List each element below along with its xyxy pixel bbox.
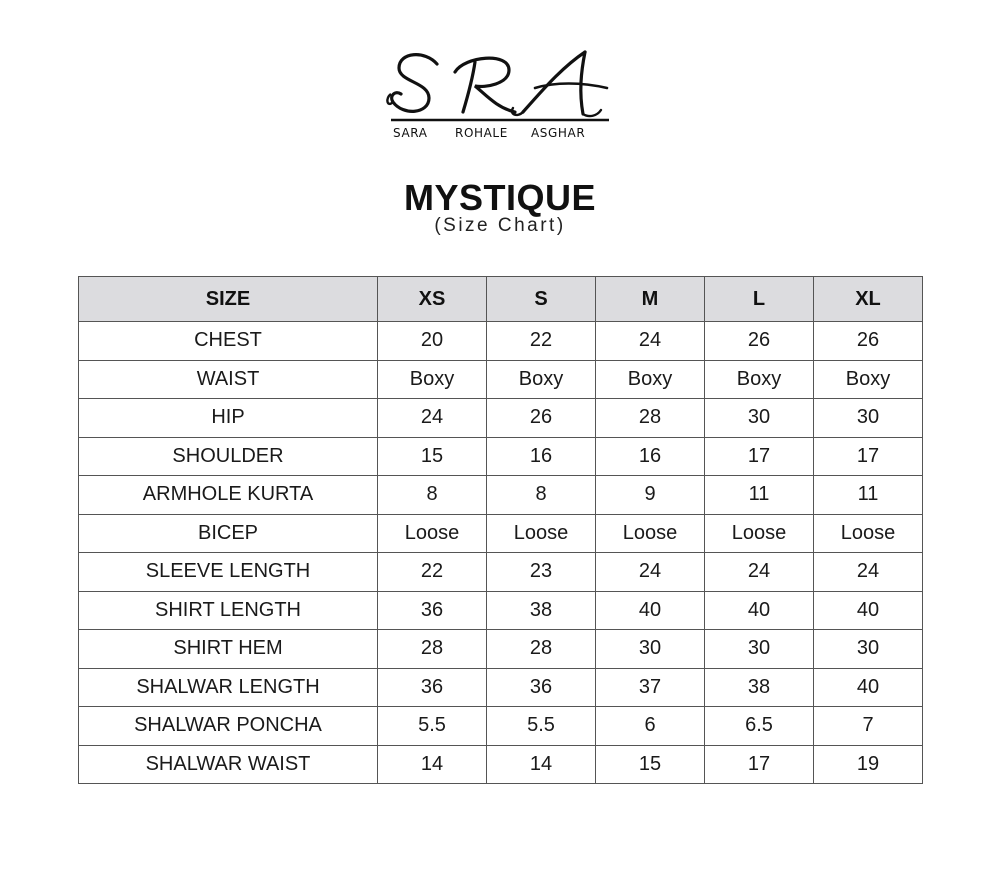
table-row [79, 476, 923, 515]
table-cell: 40 [814, 668, 923, 707]
header-size-l: L [705, 277, 814, 322]
table-cell: 5.5 [378, 707, 487, 746]
table-cell: Loose [487, 514, 596, 553]
table-cell: Loose [814, 514, 923, 553]
table-cell: Boxy [487, 360, 596, 399]
table-cell: 37 [596, 668, 705, 707]
table-cell: 30 [705, 399, 814, 438]
table-cell: 6.5 [705, 707, 814, 746]
table-row [79, 745, 923, 784]
table-cell: 14 [378, 745, 487, 784]
table-cell: 19 [814, 745, 923, 784]
table-cell: 36 [378, 591, 487, 630]
table-row [79, 707, 923, 746]
row-label: SHIRT HEM [79, 630, 378, 669]
table-row [79, 514, 923, 553]
table-cell: 36 [487, 668, 596, 707]
table-row [79, 322, 923, 361]
svg-text:ROHALE: ROHALE [455, 126, 508, 140]
table-cell: 16 [596, 437, 705, 476]
page-title: MYSTIQUE [403, 177, 596, 218]
table-cell: 9 [596, 476, 705, 515]
row-label: BICEP [79, 514, 378, 553]
table-cell: Loose [705, 514, 814, 553]
table-cell: 26 [705, 322, 814, 361]
size-chart-table [78, 276, 923, 784]
row-label: CHEST [79, 322, 378, 361]
table-cell: 24 [596, 553, 705, 592]
table-row [79, 399, 923, 438]
table-cell: 30 [814, 630, 923, 669]
table-cell: 6 [596, 707, 705, 746]
table-cell: 8 [378, 476, 487, 515]
table-cell: 24 [378, 399, 487, 438]
row-label: SHALWAR LENGTH [79, 668, 378, 707]
table-cell: 22 [378, 553, 487, 592]
row-label: SHALWAR WAIST [79, 745, 378, 784]
header-size-m: M [596, 277, 705, 322]
table-header-row [79, 277, 923, 322]
table-row [79, 553, 923, 592]
header-size-xl: XL [814, 277, 923, 322]
table-cell: Boxy [378, 360, 487, 399]
sra-logo-icon [385, 42, 615, 146]
table-row [79, 437, 923, 476]
table-cell: 28 [378, 630, 487, 669]
table-cell: 11 [705, 476, 814, 515]
page-subtitle: (Size Chart) [434, 215, 566, 236]
table-cell: 28 [596, 399, 705, 438]
table-cell: 14 [487, 745, 596, 784]
svg-text:ASGHAR: ASGHAR [531, 126, 586, 140]
row-label: HIP [79, 399, 378, 438]
table-cell: 24 [596, 322, 705, 361]
row-label: SLEEVE LENGTH [79, 553, 378, 592]
row-label: SHIRT LENGTH [79, 591, 378, 630]
table-cell: 23 [487, 553, 596, 592]
table-cell: 38 [705, 668, 814, 707]
table-cell: 17 [705, 745, 814, 784]
table-cell: 17 [705, 437, 814, 476]
table-cell: 36 [378, 668, 487, 707]
svg-text:SARA: SARA [393, 126, 428, 140]
table-cell: 20 [378, 322, 487, 361]
table-row [79, 360, 923, 399]
brand-logo [385, 42, 615, 146]
table-cell: Boxy [596, 360, 705, 399]
table-cell: 38 [487, 591, 596, 630]
table-cell: 15 [378, 437, 487, 476]
header-size-s: S [487, 277, 596, 322]
table-cell: 16 [487, 437, 596, 476]
table-cell: 24 [705, 553, 814, 592]
header-size-label: SIZE [79, 277, 378, 322]
table-cell: 26 [487, 399, 596, 438]
row-label: SHALWAR PONCHA [79, 707, 378, 746]
table-cell: 15 [596, 745, 705, 784]
table-cell: 5.5 [487, 707, 596, 746]
table-row [79, 630, 923, 669]
table-cell: Boxy [814, 360, 923, 399]
table-cell: Loose [378, 514, 487, 553]
row-label: SHOULDER [79, 437, 378, 476]
table-cell: 40 [705, 591, 814, 630]
row-label: WAIST [79, 360, 378, 399]
table-row [79, 591, 923, 630]
table-cell: 22 [487, 322, 596, 361]
table-cell: 26 [814, 322, 923, 361]
table-cell: 24 [814, 553, 923, 592]
table-cell: 40 [596, 591, 705, 630]
row-label: ARMHOLE KURTA [79, 476, 378, 515]
table-cell: Loose [596, 514, 705, 553]
table-cell: 28 [487, 630, 596, 669]
table-cell: 30 [705, 630, 814, 669]
table-cell: 40 [814, 591, 923, 630]
table-cell: 11 [814, 476, 923, 515]
table-cell: 7 [814, 707, 923, 746]
table-cell: 8 [487, 476, 596, 515]
table-cell: 30 [814, 399, 923, 438]
table-row [79, 668, 923, 707]
header-size-xs: XS [378, 277, 487, 322]
table-cell: 30 [596, 630, 705, 669]
table-cell: 17 [814, 437, 923, 476]
table-cell: Boxy [705, 360, 814, 399]
